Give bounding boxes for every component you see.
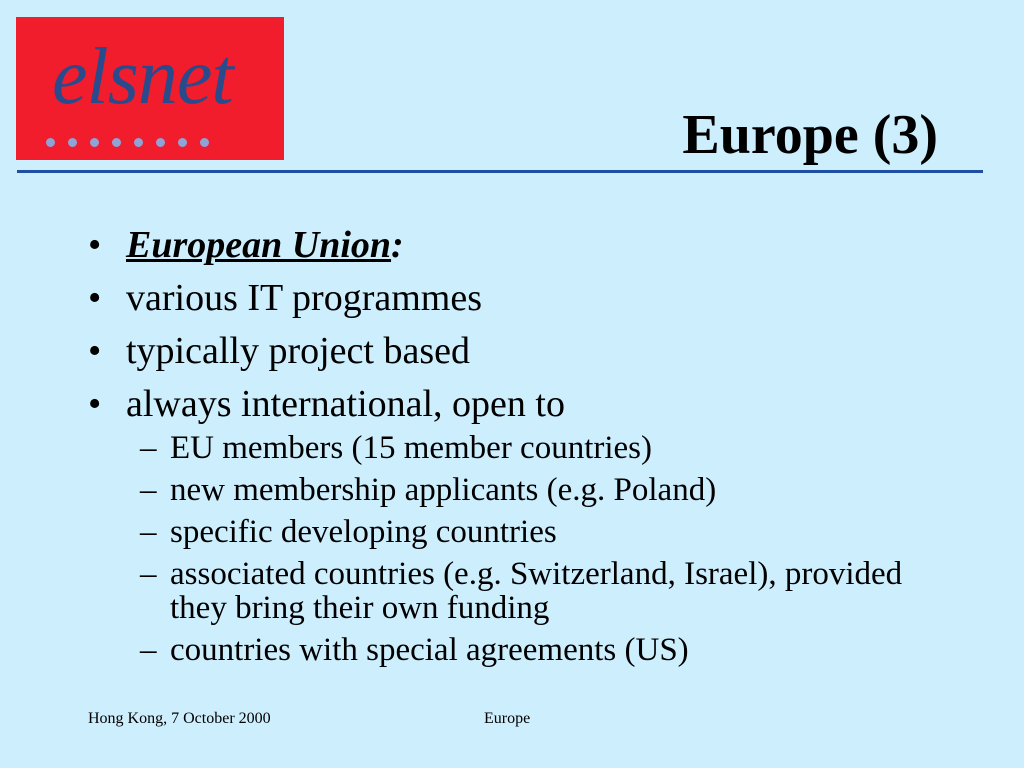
logo-dot <box>68 138 77 147</box>
bullet-marker: • <box>88 383 102 425</box>
sub-bullet-item <box>84 557 930 625</box>
sub-bullet-item <box>84 473 984 507</box>
dash-marker: – <box>140 430 157 466</box>
logo-dot <box>134 138 143 147</box>
bullet-item-european-union <box>84 222 984 268</box>
logo-dot <box>46 138 55 147</box>
bullet-item-it-programmes <box>84 275 984 321</box>
sub-bullet-text: associated countries (e.g. Switzerland, Israel), provided they bring their own funding <box>170 556 903 626</box>
sub-bullet-text: EU members (15 member countries) <box>170 430 653 466</box>
bullet-item-project-based <box>84 328 984 374</box>
sub-bullet-item <box>84 633 984 667</box>
sub-bullet-item <box>84 431 984 465</box>
dash-marker: – <box>140 556 157 592</box>
sub-bullet-text: specific developing countries <box>170 514 557 550</box>
sub-bullet-text: countries with special agreements (US) <box>170 632 689 668</box>
dash-marker: – <box>140 472 157 508</box>
bullet-suffix: : <box>391 224 404 266</box>
bullet-marker: • <box>88 277 102 319</box>
logo-dot <box>90 138 99 147</box>
bullet-item-international <box>84 381 984 427</box>
logo-dot <box>112 138 121 147</box>
logo-dot <box>156 138 165 147</box>
footer-date: Hong Kong, 7 October 2000 <box>88 710 271 727</box>
bullet-marker: • <box>88 224 102 266</box>
footer-section: Europe <box>484 710 531 727</box>
logo-dots <box>46 134 222 144</box>
logo-dot <box>200 138 209 147</box>
elsnet-logo <box>16 17 284 160</box>
dash-marker: – <box>140 514 157 550</box>
sub-bullet-text: new membership applicants (e.g. Poland) <box>170 472 717 508</box>
bullet-marker: • <box>88 330 102 372</box>
sub-bullet-item <box>84 515 984 549</box>
bullet-text: various IT programmes <box>126 277 482 319</box>
slide-title: Europe (3) <box>682 104 938 166</box>
bullet-text: always international, open to <box>126 383 565 425</box>
logo-dot <box>178 138 187 147</box>
bullet-list <box>84 222 984 675</box>
logo-wordmark: elsnet <box>52 33 233 121</box>
title-divider <box>17 170 983 173</box>
bullet-text: European Union <box>126 224 392 266</box>
bullet-text: typically project based <box>126 330 470 372</box>
dash-marker: – <box>140 632 157 668</box>
